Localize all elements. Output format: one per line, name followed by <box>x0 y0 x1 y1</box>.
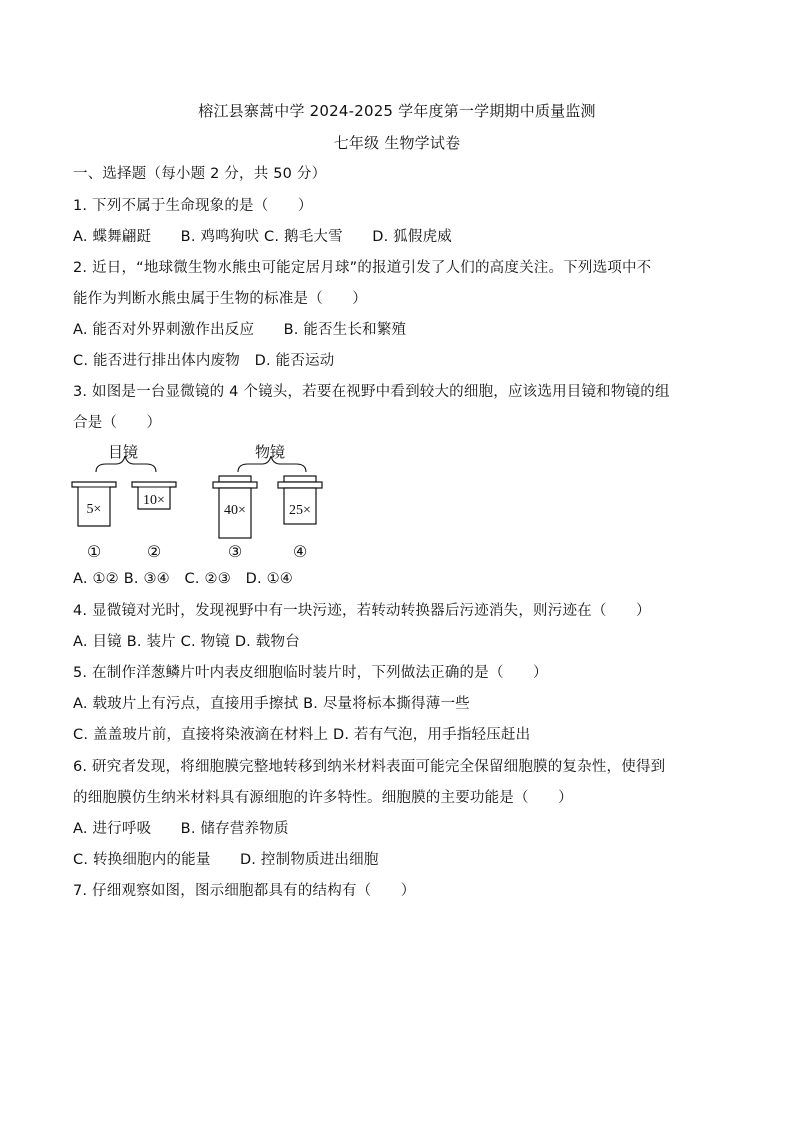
lens-3-objective <box>213 476 257 538</box>
question-6-options-line-1: A. 进行呼吸 B. 储存营养物质 <box>73 821 289 837</box>
objective-brace <box>238 456 306 472</box>
lens-3-magnification: 40× <box>224 503 246 518</box>
lens-2-eyepiece <box>132 482 176 509</box>
objective-label: 物镜 <box>254 443 286 461</box>
question-2-options-line-2: C. 能否进行排出体内废物 D. 能否运动 <box>73 353 335 369</box>
section-heading: 一、选择题（每小题 2 分，共 50 分） <box>73 166 327 182</box>
question-5-stem: 5. 在制作洋葱鳞片叶内表皮细胞临时装片时，下列做法正确的是（ ） <box>73 665 548 681</box>
lens-2-magnification: 10× <box>143 493 165 508</box>
eyepiece-label: 目镜 <box>107 443 139 461</box>
question-6-stem-line-2: 的细胞膜仿生纳米材料具有源细胞的许多特性。细胞膜的主要功能是（ ） <box>73 790 573 806</box>
question-1-stem: 1. 下列不属于生命现象的是（ ） <box>73 198 313 214</box>
exam-title: 榕江县寨蒿中学 2024-2025 学年度第一学期期中质量监测 <box>198 102 596 120</box>
lens-1-magnification: 5× <box>86 502 102 517</box>
lens-3-number: ③ <box>227 542 243 561</box>
question-3-stem-line-2: 合是（ ） <box>73 415 162 431</box>
question-2-stem-line-1: 2. 近日，“地球微生物水熊虫可能定居月球”的报道引发了人们的高度关注。下列选项中不 <box>73 260 652 276</box>
question-3-options: A. ①② B. ③④ C. ②③ D. ①④ <box>73 571 293 587</box>
exam-subtitle: 七年级 生物学试卷 <box>333 134 461 152</box>
question-3-stem-line-1: 3. 如图是一台显微镜的 4 个镜头，若要在视野中看到较大的细胞，应该选用目镜和物镜的组 <box>73 384 670 400</box>
question-7-stem: 7. 仔细观察如图，图示细胞都具有的结构有（ ） <box>73 883 416 899</box>
lens-4-objective <box>278 476 322 524</box>
lens-1-number: ① <box>86 542 102 561</box>
question-5-options-line-1: A. 载玻片上有污点，直接用手擦拭 B. 尽量将标本撕得薄一些 <box>73 696 470 712</box>
question-2-stem-line-2: 能作为判断水熊虫属于生物的标准是（ ） <box>73 291 367 307</box>
lens-1-eyepiece <box>72 482 116 526</box>
question-6-options-line-2: C. 转换细胞内的能量 D. 控制物质进出细胞 <box>73 852 379 868</box>
question-5-options-line-2: C. 盖盖玻片前，直接将染液滴在材料上 D. 若有气泡，用手指轻压赶出 <box>73 727 531 743</box>
question-4-options: A. 目镜 B. 装片 C. 物镜 D. 载物台 <box>73 634 300 650</box>
question-2-options-line-1: A. 能否对外界刺激作出反应 B. 能否生长和繁殖 <box>73 322 407 338</box>
eyepiece-brace <box>96 456 156 472</box>
lens-4-number: ④ <box>292 542 308 561</box>
lens-2-number: ② <box>146 542 162 561</box>
microscope-lens-figure <box>60 438 350 570</box>
question-4-stem: 4. 显微镜对光时，发现视野中有一块污迹，若转动转换器后污迹消失，则污迹在（ ） <box>73 603 651 619</box>
question-6-stem-line-1: 6. 研究者发现，将细胞膜完整地转移到纳米材料表面可能完全保留细胞膜的复杂性，使得到 <box>73 759 666 775</box>
question-1-options: A. 蝶舞翩跹 B. 鸡鸣狗吠 C. 鹅毛大雪 D. 狐假虎威 <box>73 229 452 245</box>
lens-4-magnification: 25× <box>289 503 311 518</box>
